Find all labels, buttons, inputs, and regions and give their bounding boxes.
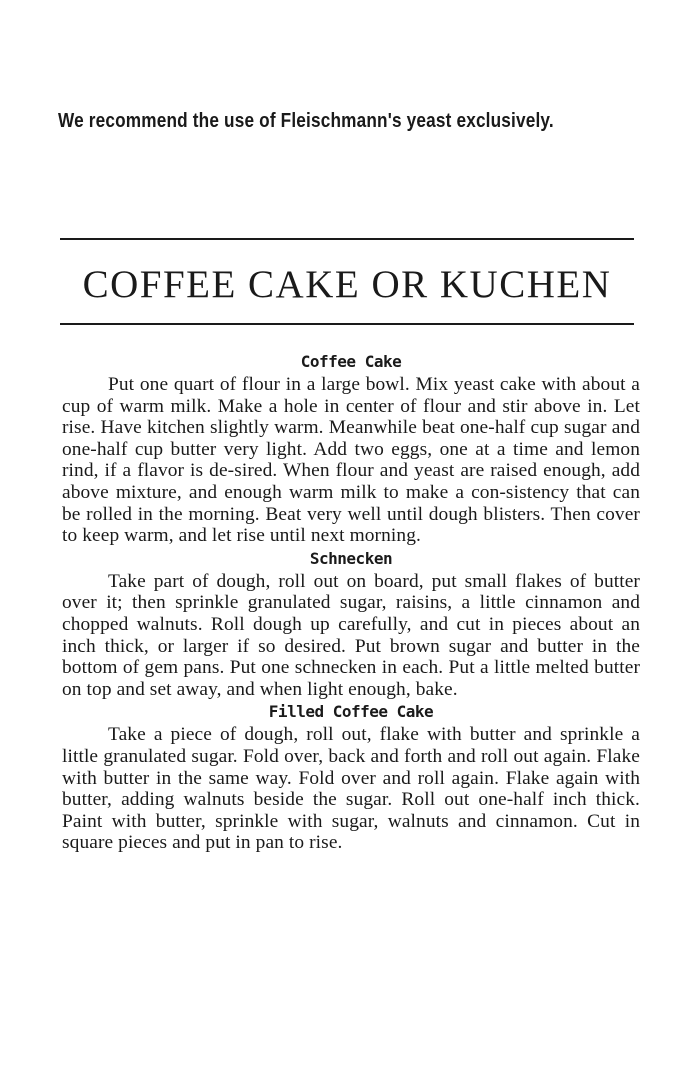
recipe-filled-coffee-cake bbox=[62, 700, 640, 854]
recipe-coffee-cake bbox=[62, 350, 640, 547]
recipe-schnecken bbox=[62, 547, 640, 701]
yeast-recommendation: We recommend the use of Fleischmann's yeast exclusively. bbox=[58, 110, 554, 132]
recipe-text: Take part of dough, roll out on board, put small flakes of butter over it; then sprinkle granulated sugar, raisins, a little cinnamon and chopped walnuts. Roll dough up carefully, and cut in pieces about an inch thick, or larger if so desired. Put brown sugar and butter in the bottom of gem pans. Put one schnecken in each. Put a little melted butter on top and set away, and when light enough, bake. bbox=[62, 570, 640, 700]
recipe-content bbox=[62, 350, 640, 854]
recipe-heading: Schnecken bbox=[309, 548, 393, 568]
title-bottom-rule bbox=[60, 323, 634, 325]
page-title: COFFEE CAKE OR KUCHEN bbox=[82, 263, 612, 306]
recipe-heading: Filled Coffee Cake bbox=[268, 702, 434, 722]
recipe-text: Put one quart of flour in a large bowl. Mix yeast cake with about a cup of warm milk. Make a hole in center of flour and stir above in. Let rise. Have kitchen slightly warm. Meanwhile beat one-half cup sugar and one-half cup butter very light. Add two eggs, one at a time and lemon rind, if a flavor is de-sired. When flour and yeast are raised enough, add above mixture, and enough warm milk to make a con-sistency that can be rolled in the morning. Beat very well until dough blisters. Then cover to keep warm, and let rise until next morning. bbox=[62, 374, 640, 547]
recipe-heading: Coffee Cake bbox=[300, 352, 402, 371]
recipe-text: Take a piece of dough, roll out, flake with butter and sprinkle a little granulated sugar. Fold over, back and forth and roll out again. Flake with butter in the same way. Fold over and roll again. Flake again with butter, adding walnuts beside the sugar. Roll out one-half inch thick. Paint with butter, sprinkle with sugar, walnuts and cinnamon. Cut in square pieces and put in pan to rise. bbox=[62, 724, 640, 854]
title-top-rule bbox=[60, 238, 634, 240]
